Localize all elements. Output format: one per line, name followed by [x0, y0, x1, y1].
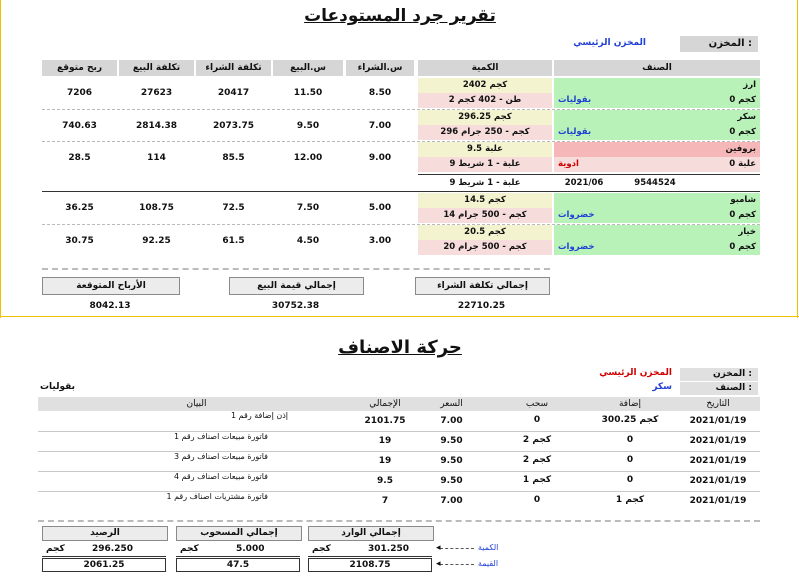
row-withdraw: 2 كجم — [522, 435, 552, 445]
row-price: 9.50 — [440, 476, 463, 486]
sell-cost: 27623 — [140, 88, 173, 98]
total-in-value: 2108.75 — [308, 558, 432, 572]
table-row — [38, 471, 760, 491]
col-sell-price: س.البيع — [273, 60, 343, 76]
col-withdraw: سحب — [525, 399, 549, 409]
sell-price: 7.50 — [296, 203, 320, 213]
table-row — [38, 451, 760, 471]
qty-arrow-line — [440, 548, 474, 549]
item-qty-primary: 9.5 علبة — [418, 142, 552, 157]
sell-cost: 92.25 — [142, 236, 171, 246]
balance-value: 2061.25 — [42, 558, 166, 572]
item-name: خيار — [554, 225, 760, 240]
item-category: بقوليات — [40, 382, 75, 392]
buy-price: 3.00 — [368, 236, 392, 246]
buy-cost: 20417 — [217, 88, 250, 98]
row-add: 1 كجم — [615, 495, 645, 505]
item-name: ارز — [554, 78, 760, 93]
item-unit: 0 علبة — [729, 159, 756, 169]
col-desc: البيان — [186, 399, 207, 409]
sell-price: 4.50 — [296, 236, 320, 246]
col-buy-price: س.الشراء — [346, 60, 414, 76]
item-qty-primary: 296.25 كجم — [418, 110, 552, 125]
value-arrow-line — [440, 564, 474, 565]
row-price: 9.50 — [440, 436, 463, 446]
total-in-qty: كجم 301.250 — [308, 544, 432, 557]
arrow-left-icon: ◂ — [436, 543, 441, 553]
sell-price: 9.50 — [296, 121, 320, 131]
row-date: 2021/01/19 — [689, 436, 747, 446]
total-out-label: إجمالي المسحوب — [176, 526, 302, 541]
item-qty-detail: 14 كجم - 500 جرام — [418, 208, 552, 223]
row-date: 2021/01/19 — [689, 416, 747, 426]
value-row-label: القيمة — [478, 559, 499, 568]
row-withdraw: 1 كجم — [522, 475, 552, 485]
item-unit-row — [554, 240, 760, 255]
item-unit-row — [554, 93, 760, 108]
row-total: 7 — [381, 496, 389, 506]
item-category: ادوية — [558, 159, 579, 169]
item-unit-row — [554, 208, 760, 223]
row-date: 2021/01/19 — [689, 476, 747, 486]
row-price: 9.50 — [440, 456, 463, 466]
inventory-report-title: تقرير جرد المستودعات — [304, 6, 496, 26]
buy-price: 5.00 — [368, 203, 392, 213]
qty-row-label: الكمية — [478, 543, 499, 552]
item-qty-primary: 2402 كجم — [418, 78, 552, 93]
item-unit: 0 كجم — [729, 95, 756, 105]
col-profit: ربح متوقع — [42, 60, 117, 76]
buy-cost: 61.5 — [222, 236, 245, 246]
row-desc: إذن إضافة رقم 1 — [231, 411, 288, 420]
store-label: المخزن : — [680, 368, 758, 381]
col-buy-cost: تكلفة الشراء — [196, 60, 271, 76]
profit: 28.5 — [68, 153, 91, 163]
col-add: إضافة — [618, 399, 641, 409]
row-withdraw: 0 — [533, 415, 541, 425]
col-item: الصنف — [554, 60, 760, 76]
item-qty-detail: 296 كجم - 250 جرام — [418, 125, 552, 140]
item-label: الصنف : — [680, 382, 758, 395]
batch-date: 2021/06 — [564, 178, 604, 188]
sell-cost: 108.75 — [139, 203, 174, 213]
row-total: 9.5 — [377, 476, 393, 486]
row-withdraw: 2 كجم — [522, 455, 552, 465]
row-total: 2101.75 — [364, 416, 406, 426]
total-profit-value: 8042.13 — [89, 301, 131, 311]
store-value: المخزن الرئيسي — [573, 38, 646, 48]
sell-cost: 2814.38 — [136, 121, 177, 131]
item-category: بقوليات — [558, 95, 592, 105]
row-add: 0 — [626, 475, 634, 485]
item-movement-title: حركة الاصناف — [338, 337, 462, 358]
row-divider — [42, 191, 760, 192]
row-add: 0 — [626, 435, 634, 445]
col-sell-cost: تكلفة البيع — [119, 60, 194, 76]
sell-price: 12.00 — [293, 153, 323, 163]
item-name: شامبو — [554, 193, 760, 208]
buy-cost: 85.5 — [222, 153, 245, 163]
row-price: 7.00 — [440, 416, 463, 426]
batch-qty: 9 علبة - 1 شريط — [449, 178, 521, 188]
item-unit-row — [554, 157, 760, 172]
total-buy-value: 22710.25 — [457, 301, 506, 311]
profit: 740.63 — [62, 121, 97, 131]
row-desc: فاتورة مشتريات اصناف رقم 1 — [166, 492, 268, 501]
row-desc: فاتورة مبيعات اصناف رقم 4 — [173, 472, 268, 481]
row-desc: فاتورة مبيعات اصناف رقم 1 — [173, 432, 268, 441]
buy-cost: 2073.75 — [213, 121, 254, 131]
item-category: بقوليات — [558, 127, 592, 137]
item-category: خضروات — [558, 210, 595, 220]
frame-divider — [0, 316, 799, 317]
row-divider — [418, 174, 760, 175]
item-qty-detail: 2 طن - 402 كجم — [418, 93, 552, 108]
item-value: سكر — [652, 382, 672, 392]
item-unit: 0 كجم — [729, 127, 756, 137]
item-qty-primary: 20.5 كجم — [418, 225, 552, 240]
total-out-qty: كجم 5.000 — [176, 544, 300, 557]
total-buy-label: إجمالي تكلفة الشراء — [415, 277, 550, 295]
frame-right — [797, 0, 798, 318]
item-name: سكر — [554, 110, 760, 125]
total-profit-label: الأرباح المتوقعة — [42, 277, 180, 295]
row-withdraw: 0 — [533, 495, 541, 505]
item-unit: 0 كجم — [729, 210, 756, 220]
profit: 7206 — [66, 88, 93, 98]
table-row — [38, 431, 760, 451]
col-total: الإجمالي — [369, 399, 401, 409]
row-date: 2021/01/19 — [689, 456, 747, 466]
col-price: السعر — [440, 399, 463, 409]
row-date: 2021/01/19 — [689, 496, 747, 506]
item-qty-detail: 20 كجم - 500 جرام — [418, 240, 552, 255]
buy-price: 8.50 — [368, 88, 392, 98]
col-date: التاريخ — [706, 399, 730, 409]
frame-left — [0, 0, 1, 318]
table-row — [38, 411, 760, 431]
balance-label: الرصيد — [42, 526, 168, 541]
sell-price: 11.50 — [293, 88, 323, 98]
buy-price: 7.00 — [368, 121, 392, 131]
sell-cost: 114 — [147, 153, 166, 163]
store-value: المخزن الرئيسي — [599, 368, 672, 378]
totals-divider — [42, 268, 550, 272]
batch-code: 9544524 — [634, 178, 676, 188]
item-category: خضروات — [558, 242, 595, 252]
item-unit: 0 كجم — [729, 242, 756, 252]
row-add: 0 — [626, 455, 634, 465]
row-desc: فاتورة مبيعات اصناف رقم 3 — [173, 452, 268, 461]
item-name: بروفين — [554, 142, 760, 157]
table-row — [38, 491, 760, 511]
item-unit-row — [554, 125, 760, 140]
col-qty: الكمية — [418, 60, 552, 76]
row-add: 300.25 كجم — [601, 415, 659, 425]
profit: 36.25 — [65, 203, 94, 213]
profit: 30.75 — [65, 236, 94, 246]
row-total: 19 — [378, 456, 392, 466]
row-total: 19 — [378, 436, 392, 446]
row-price: 7.00 — [440, 496, 463, 506]
totals-divider — [38, 520, 760, 524]
total-sell-value: 30752.38 — [271, 301, 320, 311]
total-out-value: 47.5 — [176, 558, 300, 572]
store-label: المخزن : — [680, 36, 758, 52]
buy-cost: 72.5 — [222, 203, 245, 213]
arrow-left-icon: ◂ — [436, 559, 441, 569]
total-in-label: إجمالي الوارد — [308, 526, 434, 541]
item-qty-detail: 9 علبة - 1 شريط — [418, 157, 552, 172]
total-sell-label: إجمالي قيمة البيع — [229, 277, 364, 295]
buy-price: 9.00 — [368, 153, 392, 163]
balance-qty: كجم 296.250 — [42, 544, 166, 557]
item-qty-primary: 14.5 كجم — [418, 193, 552, 208]
